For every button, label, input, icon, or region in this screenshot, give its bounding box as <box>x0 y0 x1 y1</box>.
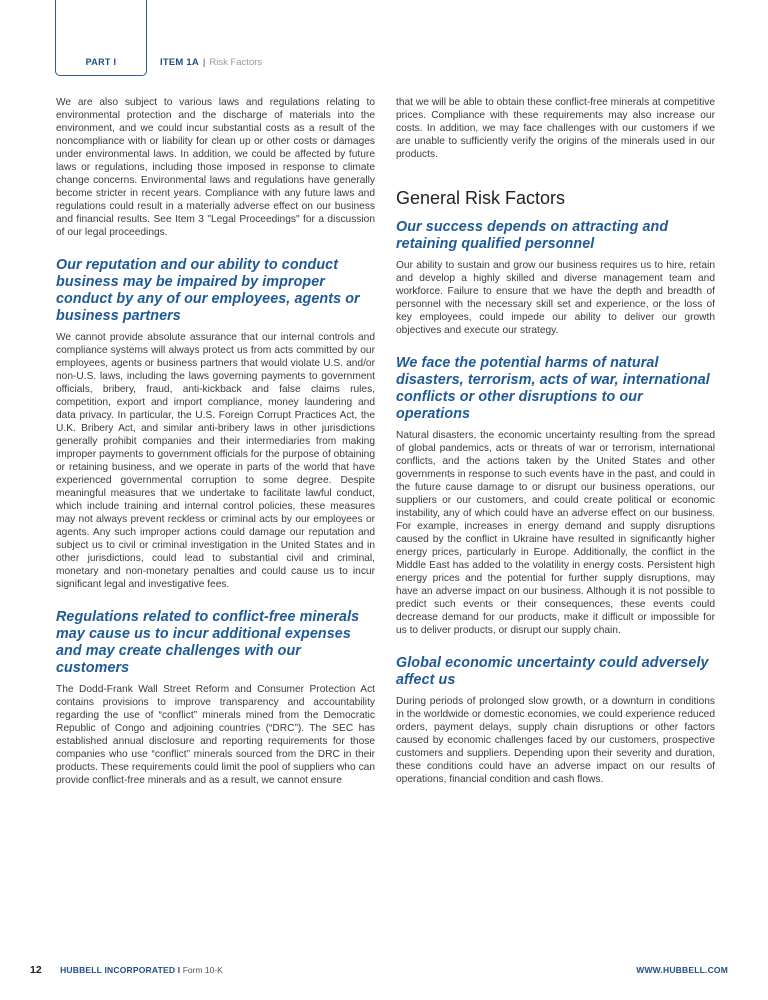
intro-paragraph: We are also subject to various laws and regulations relating to environmental protection and the discharge of materials into the environment, and we could incur substantial costs as a result of the noncompliance with or liability for clean up or other costs or damages under environmental laws. In addition, we could be affected by future laws or regulations, including those imposed in response to climate change concerns. Environmental laws and regulations have generally become stricter in recent years. Compliance with any future laws and regulations could result in a materially adverse effect on our business and financial results. See Item 3 "Legal Proceedings" for a discussion of our legal proceedings. <box>56 97 375 238</box>
risk-heading-conflict-minerals: Regulations related to conflict-free minerals may cause us to incur additional expenses and may create challenges with our customers <box>56 609 360 676</box>
risk-body-disasters: Natural disasters, the economic uncertainty resulting from the spread of global pandemics, acts or threats of war or terrorism, international conflicts, and the actions taken by the United States and other governments in response to such events have in the past, and could in the future cause damage to or disrupt our business operations, our suppliers or our customers, and could create political or economic instability, any of which could have an adverse effect on our business. For example, increases in energy demand and supply disruptions caused by the conflict in Ukraine have resulted in significantly higher energy prices, particularly in Europe. Additionally, the conflict in the Middle East has added to the volatility in energy costs. Persistent high energy prices and the potential for further supply disruptions, may have an adverse impact on our business. Although it is not possible to predict such events or their consequences, these events could decrease demand for our products, make it difficult or impossible for us to deliver products, or disrupt our supply chain. <box>396 430 715 636</box>
part-tab <box>55 0 147 76</box>
part-label: PART I <box>85 57 117 67</box>
risk-heading-disasters: We face the potential harms of natural disasters, terrorism, acts of war, international conflicts or other disruptions to our operations <box>396 355 710 422</box>
section-label: Risk Factors <box>209 57 263 68</box>
header-separator: | <box>202 57 206 68</box>
risk-heading-reputation: Our reputation and our ability to conduct business may be impaired by improper conduct by any of our employees, agents or business partners <box>56 257 360 324</box>
page-footer <box>30 964 728 976</box>
risk-body-reputation: We cannot provide absolute assurance that our internal controls and compliance systems will always protect us from acts committed by our employees, agents or business partners that would violate U.S. and/or non-U.S. laws, including the laws governing payments to government officials, bribery, fraud, anti-kickback and false claims rules, competition, export and import compliance, money laundering and data privacy. In particular, the U.S. Foreign Corrupt Practices Act, the U.K. Bribery Act, and similar anti-bribery laws in other jurisdictions generally prohibit companies and their intermediaries from making improper payments to government officials for the purpose of obtaining or retaining business, and we operate in parts of the world that have experienced governmental corruption to some degree. Despite meaningful measures that we undertake to facilitate lawful conduct, which include training and internal control policies, these measures may not always prevent reckless or criminal acts by our employees or agents. Any such improper actions could damage our reputation and subject us to civil or criminal investigation in the United States and in other jurisdictions, could lead to substantial civil and criminal, monetary and non-monetary penalties and could cause us to incur significant legal and investigative fees. <box>56 332 375 590</box>
risk-heading-personnel: Our success depends on attracting and retaining qualified personnel <box>396 219 669 252</box>
page-number: 12 <box>30 964 42 976</box>
form-type: Form 10-K <box>182 965 223 975</box>
section-header <box>160 57 262 68</box>
risk-heading-economic: Global economic uncertainty could adversely affect us <box>396 655 709 688</box>
item-label: ITEM 1A <box>160 57 199 68</box>
section-title-general-risk-factors: General Risk Factors <box>396 188 566 208</box>
risk-body-conflict-minerals: The Dodd-Frank Wall Street Reform and Consumer Protection Act contains provisions to improve transparency and accountability regarding the use of “conflict” minerals mined from the Democratic Republic of Congo and adjoining countries (“DRC”). The SEC has established annual disclosure and reporting requirements for those companies who use “conflict” minerals sourced from the DRC in their products. These requirements could limit the pool of suppliers who can provide conflict-free minerals and as a result, we cannot ensure <box>56 684 375 786</box>
website-link[interactable]: WWW.HUBBELL.COM <box>636 965 728 975</box>
right-column <box>396 96 715 786</box>
company-name: HUBBELL INCORPORATED I <box>60 965 181 975</box>
risk-body-economic: During periods of prolonged slow growth, or a downturn in conditions in the worldwide or domestic economies, we could experience reduced orders, payment delays, supply chain disruptions or other factors caused by economic challenges faced by our customers, prospective customers and suppliers. Depending upon their severity and duration, these conditions could have an adverse impact on our results of operations, financial condition and cash flows. <box>396 696 715 785</box>
continuation-paragraph: that we will be able to obtain these conflict-free minerals at competitive prices. Compliance with these requirements may also increase our costs. In addition, we may face challenges with our customers if we are unable to sufficiently verify the origins of the minerals used in our products. <box>396 97 715 160</box>
risk-body-personnel: Our ability to sustain and grow our business requires us to hire, retain and develop a highly skilled and diverse management team and workforce. Failure to ensure that we have the depth and breadth of personnel with the necessary skill set and experience, or the loss of key employees, could impede our ability to deliver our growth objectives and execute our strategy. <box>396 260 715 336</box>
left-column <box>56 96 375 787</box>
